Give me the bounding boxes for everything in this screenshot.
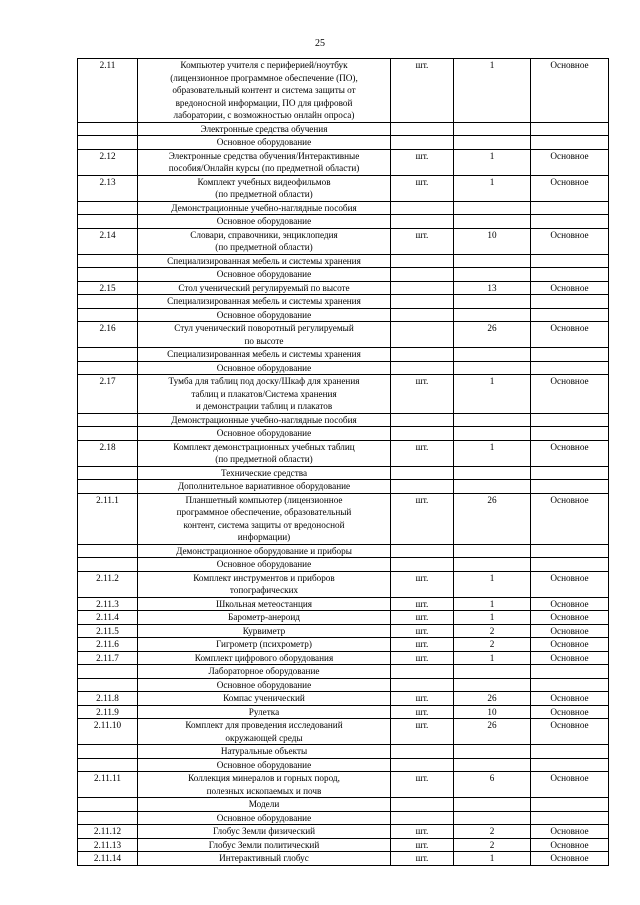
unit-cell: шт. [391, 597, 454, 611]
equipment-type-cell [531, 758, 609, 772]
unit-cell: шт. [391, 175, 454, 201]
quantity-cell: 6 [454, 772, 531, 798]
unit-cell [391, 678, 454, 692]
quantity-cell: 10 [454, 705, 531, 719]
section-header-row [78, 466, 609, 480]
quantity-cell [454, 798, 531, 812]
section-header-row [78, 201, 609, 215]
unit-cell: шт. [391, 772, 454, 798]
quantity-cell [454, 201, 531, 215]
item-name-cell: Барометр-анероид [138, 611, 391, 625]
quantity-cell: 26 [454, 322, 531, 348]
table-row [78, 624, 609, 638]
item-name-cell: Комплект для проведения исследований окружающей среды [138, 719, 391, 745]
quantity-cell [454, 466, 531, 480]
item-number-cell [78, 466, 138, 480]
item-number-cell [78, 480, 138, 494]
equipment-type-cell [531, 480, 609, 494]
item-number-cell [78, 308, 138, 322]
item-number-cell: 2.12 [78, 149, 138, 175]
item-number-cell [78, 678, 138, 692]
item-name-cell: Электронные средства обучения [138, 122, 391, 136]
item-number-cell: 2.11.1 [78, 493, 138, 544]
section-header-row [78, 136, 609, 150]
item-number-cell [78, 745, 138, 759]
quantity-cell [454, 678, 531, 692]
unit-cell [391, 758, 454, 772]
quantity-cell [454, 427, 531, 441]
table-row [78, 281, 609, 295]
item-name-cell: Демонстрационные учебно-наглядные пособия [138, 201, 391, 215]
unit-cell [391, 322, 454, 348]
equipment-type-cell: Основное [531, 59, 609, 123]
quantity-cell [454, 308, 531, 322]
unit-cell: шт. [391, 228, 454, 254]
unit-cell: шт. [391, 149, 454, 175]
item-name-cell: Глобус Земли политический [138, 838, 391, 852]
item-name-cell: Основное оборудование [138, 758, 391, 772]
item-name-cell: Словари, справочники, энциклопедия (по предметной области) [138, 228, 391, 254]
quantity-cell [454, 295, 531, 309]
quantity-cell [454, 122, 531, 136]
quantity-cell: 10 [454, 228, 531, 254]
item-name-cell: Основное оборудование [138, 308, 391, 322]
item-name-cell: Комплект инструментов и приборов топографических [138, 571, 391, 597]
item-number-cell: 2.11.11 [78, 772, 138, 798]
item-number-cell [78, 758, 138, 772]
unit-cell [391, 427, 454, 441]
equipment-type-cell [531, 427, 609, 441]
item-number-cell: 2.11.6 [78, 638, 138, 652]
equipment-type-cell: Основное [531, 375, 609, 414]
item-number-cell: 2.11.5 [78, 624, 138, 638]
quantity-cell [454, 758, 531, 772]
unit-cell [391, 122, 454, 136]
table-row [78, 852, 609, 866]
item-name-cell: Основное оборудование [138, 136, 391, 150]
quantity-cell [454, 480, 531, 494]
section-header-row [78, 745, 609, 759]
quantity-cell [454, 136, 531, 150]
unit-cell: шт. [391, 440, 454, 466]
item-name-cell: Комплект учебных видеофильмов (по предметной области) [138, 175, 391, 201]
quantity-cell [454, 361, 531, 375]
item-number-cell: 2.11.9 [78, 705, 138, 719]
item-number-cell [78, 122, 138, 136]
page-number: 25 [315, 38, 325, 49]
unit-cell: шт. [391, 705, 454, 719]
quantity-cell [454, 811, 531, 825]
item-number-cell: 2.11.13 [78, 838, 138, 852]
quantity-cell: 13 [454, 281, 531, 295]
item-name-cell: Комплект цифрового оборудования [138, 651, 391, 665]
unit-cell [391, 811, 454, 825]
equipment-type-cell [531, 122, 609, 136]
quantity-cell: 1 [454, 651, 531, 665]
equipment-type-cell: Основное [531, 149, 609, 175]
unit-cell [391, 558, 454, 572]
equipment-type-cell: Основное [531, 597, 609, 611]
unit-cell: шт. [391, 838, 454, 852]
equipment-type-cell [531, 215, 609, 229]
equipment-type-cell [531, 413, 609, 427]
table-row [78, 149, 609, 175]
unit-cell: шт. [391, 611, 454, 625]
item-name-cell: Стул ученический поворотный регулируемый по высоте [138, 322, 391, 348]
quantity-cell: 1 [454, 571, 531, 597]
unit-cell [391, 665, 454, 679]
item-number-cell: 2.13 [78, 175, 138, 201]
table-row [78, 638, 609, 652]
quantity-cell [454, 215, 531, 229]
item-number-cell [78, 254, 138, 268]
unit-cell [391, 466, 454, 480]
equipment-table [77, 58, 609, 866]
item-number-cell: 2.14 [78, 228, 138, 254]
item-number-cell: 2.11.12 [78, 825, 138, 839]
item-name-cell: Основное оборудование [138, 268, 391, 282]
equipment-type-cell: Основное [531, 651, 609, 665]
item-name-cell: Планшетный компьютер (лицензионное программное обеспечение, образовательный контент, система защиты от вредоносной информации) [138, 493, 391, 544]
equipment-type-cell [531, 361, 609, 375]
table-row [78, 440, 609, 466]
item-name-cell: Натуральные объекты [138, 745, 391, 759]
item-name-cell: Комплект демонстрационных учебных таблиц (по предметной области) [138, 440, 391, 466]
equipment-table-body [78, 59, 609, 866]
item-name-cell: Модели [138, 798, 391, 812]
unit-cell [391, 268, 454, 282]
item-name-cell: Глобус Земли физический [138, 825, 391, 839]
item-name-cell: Рулетка [138, 705, 391, 719]
table-row [78, 571, 609, 597]
section-header-row [78, 427, 609, 441]
item-number-cell: 2.11.7 [78, 651, 138, 665]
equipment-type-cell: Основное [531, 322, 609, 348]
quantity-cell [454, 665, 531, 679]
unit-cell: шт. [391, 571, 454, 597]
item-number-cell [78, 348, 138, 362]
section-header-row [78, 558, 609, 572]
equipment-type-cell [531, 308, 609, 322]
equipment-type-cell: Основное [531, 611, 609, 625]
table-row [78, 493, 609, 544]
equipment-type-cell [531, 254, 609, 268]
unit-cell [391, 413, 454, 427]
equipment-type-cell: Основное [531, 493, 609, 544]
section-header-row [78, 215, 609, 229]
unit-cell [391, 544, 454, 558]
item-name-cell: Гигрометр (психрометр) [138, 638, 391, 652]
unit-cell [391, 361, 454, 375]
item-name-cell: Компас ученический [138, 692, 391, 706]
item-name-cell: Курвиметр [138, 624, 391, 638]
equipment-type-cell: Основное [531, 838, 609, 852]
unit-cell [391, 308, 454, 322]
unit-cell: шт. [391, 852, 454, 866]
quantity-cell [454, 268, 531, 282]
quantity-cell [454, 348, 531, 362]
item-name-cell: Основное оборудование [138, 427, 391, 441]
unit-cell: шт. [391, 624, 454, 638]
quantity-cell: 2 [454, 624, 531, 638]
section-header-row [78, 295, 609, 309]
section-header-row [78, 254, 609, 268]
table-row [78, 825, 609, 839]
equipment-type-cell [531, 745, 609, 759]
unit-cell [391, 201, 454, 215]
item-name-cell: Демонстрационные учебно-наглядные пособия [138, 413, 391, 427]
item-name-cell: Интерактивный глобус [138, 852, 391, 866]
quantity-cell: 1 [454, 175, 531, 201]
equipment-type-cell [531, 201, 609, 215]
item-number-cell: 2.11.2 [78, 571, 138, 597]
item-number-cell [78, 268, 138, 282]
quantity-cell: 1 [454, 59, 531, 123]
table-row [78, 375, 609, 414]
unit-cell [391, 745, 454, 759]
unit-cell [391, 254, 454, 268]
equipment-type-cell: Основное [531, 281, 609, 295]
item-number-cell: 2.11.14 [78, 852, 138, 866]
equipment-type-cell [531, 798, 609, 812]
unit-cell: шт. [391, 638, 454, 652]
quantity-cell: 26 [454, 493, 531, 544]
item-number-cell: 2.11.3 [78, 597, 138, 611]
quantity-cell: 1 [454, 149, 531, 175]
table-row [78, 228, 609, 254]
equipment-type-cell [531, 136, 609, 150]
item-name-cell: Электронные средства обучения/Интерактивные пособия/Онлайн курсы (по предметной области) [138, 149, 391, 175]
section-header-row [78, 678, 609, 692]
section-header-row [78, 480, 609, 494]
table-row [78, 692, 609, 706]
unit-cell [391, 295, 454, 309]
equipment-type-cell [531, 665, 609, 679]
table-row [78, 651, 609, 665]
equipment-type-cell: Основное [531, 638, 609, 652]
item-name-cell: Дополнительное вариативное оборудование [138, 480, 391, 494]
item-number-cell [78, 361, 138, 375]
unit-cell [391, 798, 454, 812]
item-number-cell [78, 215, 138, 229]
item-name-cell: Стол ученический регулируемый по высоте [138, 281, 391, 295]
item-name-cell: Основное оборудование [138, 215, 391, 229]
unit-cell: шт. [391, 825, 454, 839]
unit-cell [391, 136, 454, 150]
item-number-cell [78, 811, 138, 825]
item-number-cell [78, 136, 138, 150]
item-number-cell [78, 544, 138, 558]
unit-cell [391, 281, 454, 295]
equipment-type-cell: Основное [531, 440, 609, 466]
quantity-cell [454, 413, 531, 427]
item-number-cell [78, 665, 138, 679]
section-header-row [78, 361, 609, 375]
item-name-cell: Основное оборудование [138, 558, 391, 572]
table-row [78, 838, 609, 852]
equipment-type-cell: Основное [531, 571, 609, 597]
item-name-cell: Основное оборудование [138, 811, 391, 825]
section-header-row [78, 413, 609, 427]
item-name-cell: Компьютер учителя с периферией/ноутбук (лицензионное программное обеспечение (ПО), образовательный контент и система защиты от вредоносной информации, ПО для цифровой лаборатории, с возможностью онлайн опроса) [138, 59, 391, 123]
item-name-cell: Школьная метеостанция [138, 597, 391, 611]
equipment-type-cell [531, 544, 609, 558]
equipment-type-cell: Основное [531, 705, 609, 719]
table-row [78, 597, 609, 611]
section-header-row [78, 348, 609, 362]
equipment-type-cell: Основное [531, 719, 609, 745]
item-name-cell: Основное оборудование [138, 678, 391, 692]
section-header-row [78, 268, 609, 282]
unit-cell: шт. [391, 651, 454, 665]
item-number-cell: 2.11.10 [78, 719, 138, 745]
item-number-cell [78, 295, 138, 309]
equipment-type-cell [531, 295, 609, 309]
equipment-type-cell: Основное [531, 825, 609, 839]
unit-cell [391, 215, 454, 229]
quantity-cell: 1 [454, 597, 531, 611]
item-name-cell: Специализированная мебель и системы хранения [138, 348, 391, 362]
item-number-cell: 2.15 [78, 281, 138, 295]
quantity-cell [454, 745, 531, 759]
unit-cell: шт. [391, 493, 454, 544]
quantity-cell: 26 [454, 719, 531, 745]
unit-cell [391, 480, 454, 494]
equipment-type-cell: Основное [531, 624, 609, 638]
equipment-type-cell: Основное [531, 175, 609, 201]
quantity-cell [454, 544, 531, 558]
equipment-type-cell [531, 466, 609, 480]
item-number-cell: 2.16 [78, 322, 138, 348]
quantity-cell: 1 [454, 440, 531, 466]
quantity-cell [454, 254, 531, 268]
item-name-cell: Специализированная мебель и системы хранения [138, 295, 391, 309]
equipment-type-cell: Основное [531, 692, 609, 706]
item-name-cell: Лабораторное оборудование [138, 665, 391, 679]
section-header-row [78, 544, 609, 558]
item-number-cell: 2.18 [78, 440, 138, 466]
item-name-cell: Коллекция минералов и горных пород, полезных ископаемых и почв [138, 772, 391, 798]
unit-cell [391, 348, 454, 362]
unit-cell: шт. [391, 375, 454, 414]
table-row [78, 611, 609, 625]
section-header-row [78, 798, 609, 812]
section-header-row [78, 758, 609, 772]
item-name-cell: Демонстрационное оборудование и приборы [138, 544, 391, 558]
section-header-row [78, 308, 609, 322]
table-row [78, 772, 609, 798]
item-name-cell: Тумба для таблиц под доску/Шкаф для хранения таблиц и плакатов/Система хранения и демонстрации таблиц и плакатов [138, 375, 391, 414]
item-name-cell: Основное оборудование [138, 361, 391, 375]
table-row [78, 719, 609, 745]
equipment-type-cell [531, 811, 609, 825]
equipment-type-cell: Основное [531, 228, 609, 254]
item-number-cell: 2.11.8 [78, 692, 138, 706]
item-number-cell: 2.11.4 [78, 611, 138, 625]
unit-cell: шт. [391, 59, 454, 123]
section-header-row [78, 665, 609, 679]
table-row [78, 705, 609, 719]
item-name-cell: Специализированная мебель и системы хранения [138, 254, 391, 268]
section-header-row [78, 122, 609, 136]
table-row [78, 175, 609, 201]
item-number-cell [78, 201, 138, 215]
equipment-type-cell [531, 268, 609, 282]
quantity-cell: 1 [454, 611, 531, 625]
quantity-cell: 1 [454, 852, 531, 866]
table-row [78, 322, 609, 348]
quantity-cell [454, 558, 531, 572]
quantity-cell: 26 [454, 692, 531, 706]
item-number-cell: 2.17 [78, 375, 138, 414]
item-number-cell [78, 558, 138, 572]
equipment-type-cell: Основное [531, 772, 609, 798]
quantity-cell: 2 [454, 825, 531, 839]
table-row [78, 59, 609, 123]
section-header-row [78, 811, 609, 825]
quantity-cell: 1 [454, 375, 531, 414]
equipment-type-cell [531, 558, 609, 572]
equipment-type-cell [531, 348, 609, 362]
item-number-cell [78, 413, 138, 427]
item-number-cell: 2.11 [78, 59, 138, 123]
item-number-cell [78, 798, 138, 812]
equipment-type-cell: Основное [531, 852, 609, 866]
unit-cell: шт. [391, 719, 454, 745]
unit-cell: шт. [391, 692, 454, 706]
equipment-type-cell [531, 678, 609, 692]
quantity-cell: 2 [454, 838, 531, 852]
item-number-cell [78, 427, 138, 441]
item-name-cell: Технические средства [138, 466, 391, 480]
quantity-cell: 2 [454, 638, 531, 652]
